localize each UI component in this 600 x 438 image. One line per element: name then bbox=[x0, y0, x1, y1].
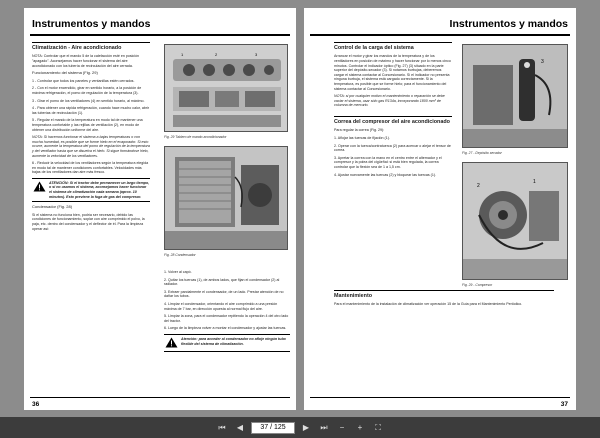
step-3: 3 - Girar el pomo de los ventiladores (4) en sentido horario, al máximo. bbox=[32, 98, 145, 103]
header-rule bbox=[30, 34, 290, 36]
condenser-step-2: 2. Quitar los tuercas (1), de ambos lados, que fijan el condensador (2) al radiador. bbox=[164, 277, 280, 287]
section-title-climate: Climatización - Aire acondicionado bbox=[32, 42, 150, 51]
warning-box-2 bbox=[164, 334, 290, 352]
charge-note: NOTA: si por cualquier motivo el mantenimiento o reparación se debe vaciar el sistema, usar sólo gas R134a, incorporando 1800 mm³ de columna de mercurio. bbox=[334, 94, 445, 108]
condenser-step-6: 6. Luego de la limpieza volver a montar el condensador y ajustar las tuercas. bbox=[164, 326, 287, 331]
page-header-title: Instrumentos y mandos bbox=[449, 18, 568, 30]
page-indicator[interactable]: 37 / 125 bbox=[251, 422, 295, 434]
figure-compressor-image bbox=[462, 162, 568, 280]
next-page-icon[interactable]: ▶ bbox=[302, 423, 310, 432]
right-column-text bbox=[334, 42, 452, 180]
svg-text:1: 1 bbox=[181, 52, 184, 57]
note-paragraph-2: NOTA: Si hacemos funcionar el sistema a bajas temperaturas o con mucha humedad, es posible que se forme hielo en el evaporador. Si esto ocurre, aumente la temperatura del pomo de regulación de la temperatura y del ventilador hasta que se disuelva el hielo. Si sigue formándose hielo, aumente la velocidad de los ventiladores. bbox=[32, 135, 150, 158]
section-title-maintenance: Mantenimiento bbox=[334, 290, 554, 299]
previous-page-icon[interactable]: ◀ bbox=[236, 423, 244, 432]
condenser-text: Si el sistema no funciona bien, podría ser necesario, debido las condiciones de funcionamiento, soplar con aire comprimido el polvo, la paja, etc. dentro del condensador y el deflector de él. Para la limpieza operar así: bbox=[32, 212, 145, 231]
figure-caption-compressor: Fig. 29 - Compresor bbox=[462, 283, 493, 287]
figure-caption-29: Fig. 29 Tablero de mando acondicionador bbox=[164, 135, 227, 139]
step-4: 4 - Para obtener una rápida refrigeración, cuando hace mucho calor, abrir las tuberías de recirculación (1). bbox=[32, 106, 150, 115]
first-page-icon[interactable]: ⏮ bbox=[218, 422, 226, 432]
belt-step-1: 1. Aflojar las tuercas de fijación (1). bbox=[334, 135, 390, 140]
step-1: 1 - Controlar que todos los paneles y ventanillas estén cerrados. bbox=[32, 78, 135, 83]
subheading-condenser: Condensador (Fig. 28) bbox=[32, 204, 73, 210]
zoom-in-icon[interactable]: + bbox=[357, 423, 363, 432]
figure-condenser-image bbox=[164, 146, 288, 250]
page-number: 37 bbox=[560, 401, 568, 408]
last-page-icon[interactable]: ⏭ bbox=[320, 422, 328, 432]
condenser-step-5: 5. Limpiar la zona, para el condensador repitiendo la operación 4 del otro lado del tractor. bbox=[164, 314, 289, 323]
belt-step-4: 4. Ajustar nuevamente las tuercas (2) y bloquear las tuercas (1). bbox=[334, 172, 437, 177]
svg-text:3: 3 bbox=[255, 52, 258, 57]
svg-text:3: 3 bbox=[541, 59, 544, 65]
condenser-steps bbox=[164, 270, 290, 355]
maintenance-section bbox=[334, 290, 554, 310]
fullscreen-icon[interactable]: ⛶ bbox=[375, 422, 381, 432]
charge-text: Arrancar el motor y girar los mandos de la temperatura y de los ventiladores en posición de máximo y hacer funcionar por lo menos cinco minutos. Controlar el indicador óptico (Fig. 27) (3) situado en la parte superior del depósito-secador (3). Si notamos burbujas, deberemos cargar el sistema contactar al Concesionario. Si el indicador no presenta ninguna burbuja, el sistema está cargado correctamente. Si la temperatura, es posible que se forme hielo; para el funcionamiento del sistema contactar al Concesionario. bbox=[334, 54, 451, 91]
belt-step-2: 2. Operar con la tuerca/contratuerca (2) para acercar o alejar el tensor de correa. bbox=[334, 143, 451, 153]
warning-box bbox=[32, 178, 150, 202]
svg-text:2: 2 bbox=[215, 52, 218, 57]
page-37 bbox=[304, 8, 576, 410]
section-title-belt: Correa del compresor del aire acondicionado bbox=[334, 116, 452, 125]
step-6: 6 - Reducir la velocidad de los ventiladores según la temperatura elegida en modo tal de mantener condiciones confortables. Velocidades más bajas de los ventiladores dan aire más fresco. bbox=[32, 161, 149, 175]
section-title-charge: Control de la carga del sistema bbox=[334, 42, 452, 51]
note-paragraph: NOTA: Controlar que el mando 5 de la calefacción esté en posición "apagado". Aconsejamos hacer funcionar el sistema del aire acondicionado con los tubería de recirculación del aire cerrada. bbox=[32, 54, 140, 68]
warning-text: ATENCIÓN: Si el tractor debe permanecer un largo tiempo, o si no usamos el sistema, aconsejamos hacer funcionar el sistema de climatización cada semana (aprox. 10 minutos). Esto previene la fuga de gas del compresor. bbox=[49, 180, 150, 199]
figure-caption-27: Fig. 27 - Depósito secador bbox=[462, 151, 502, 155]
viewer-toolbar bbox=[0, 417, 600, 438]
condenser-step-3: 3. Extraer parcialmente el condensador, de un lado. Prestar atención de no dañar los tubos. bbox=[164, 289, 284, 299]
page-36 bbox=[24, 8, 296, 410]
figure-dashboard-image bbox=[164, 44, 288, 132]
subheading-operation: Funcionamiento del sistema (Fig. 29) bbox=[32, 70, 98, 76]
left-column-text bbox=[32, 42, 150, 234]
figure-caption-28: Fig. 28 Condensador bbox=[164, 253, 196, 257]
condenser-step-4: 4. Limpiar el condensador, orientando el aire comprimido a una presión máxima de 7 bar, en dirección opuesta al normal flujo del aire. bbox=[164, 301, 278, 311]
footer-rule bbox=[310, 397, 570, 398]
svg-text:1: 1 bbox=[533, 179, 536, 185]
page-number: 36 bbox=[32, 401, 40, 408]
warning-icon bbox=[32, 181, 46, 193]
page-header-title: Instrumentos y mandos bbox=[32, 18, 151, 30]
svg-text:2: 2 bbox=[477, 183, 480, 189]
header-rule bbox=[310, 34, 570, 36]
warning-text-2: Atención: para acceder al condensador no afloje ningún tubo flexible del sistema de climatización. bbox=[181, 336, 286, 346]
zoom-out-icon[interactable]: − bbox=[339, 423, 345, 432]
step-2: 2 - Con el motor encendido, girar en sentido horario, a la posición de máxima refrigeración, el pomo de regulación de la temperatura (3). bbox=[32, 86, 142, 95]
figure-receiver-drier-image bbox=[462, 44, 568, 148]
belt-step-3: 3. Apretar la correa con la mano en el centro entre el alternador y el compresor y la polea del cigüeñal: si está bien regulada, la correa controlar que la flexión sea de 1 a 1,5 cm. bbox=[334, 155, 442, 169]
footer-rule bbox=[30, 397, 290, 398]
maintenance-text: Para el mantenimiento de la instalación de climatización ver operación 15 de la Guía para el Mantenimiento Periódico. bbox=[334, 302, 523, 307]
step-5: 5 - Regular el mando de la temperatura en modo tal de mantener una temperatura confortable y las rejillas de ventilación (2), en modo de obtener una distribución uniforme del aire. bbox=[32, 118, 143, 132]
condenser-step-1: 1. Volver al capó. bbox=[164, 270, 192, 274]
belt-intro: Para regular la correa (Fig. 29): bbox=[334, 128, 385, 133]
warning-icon bbox=[164, 337, 178, 349]
